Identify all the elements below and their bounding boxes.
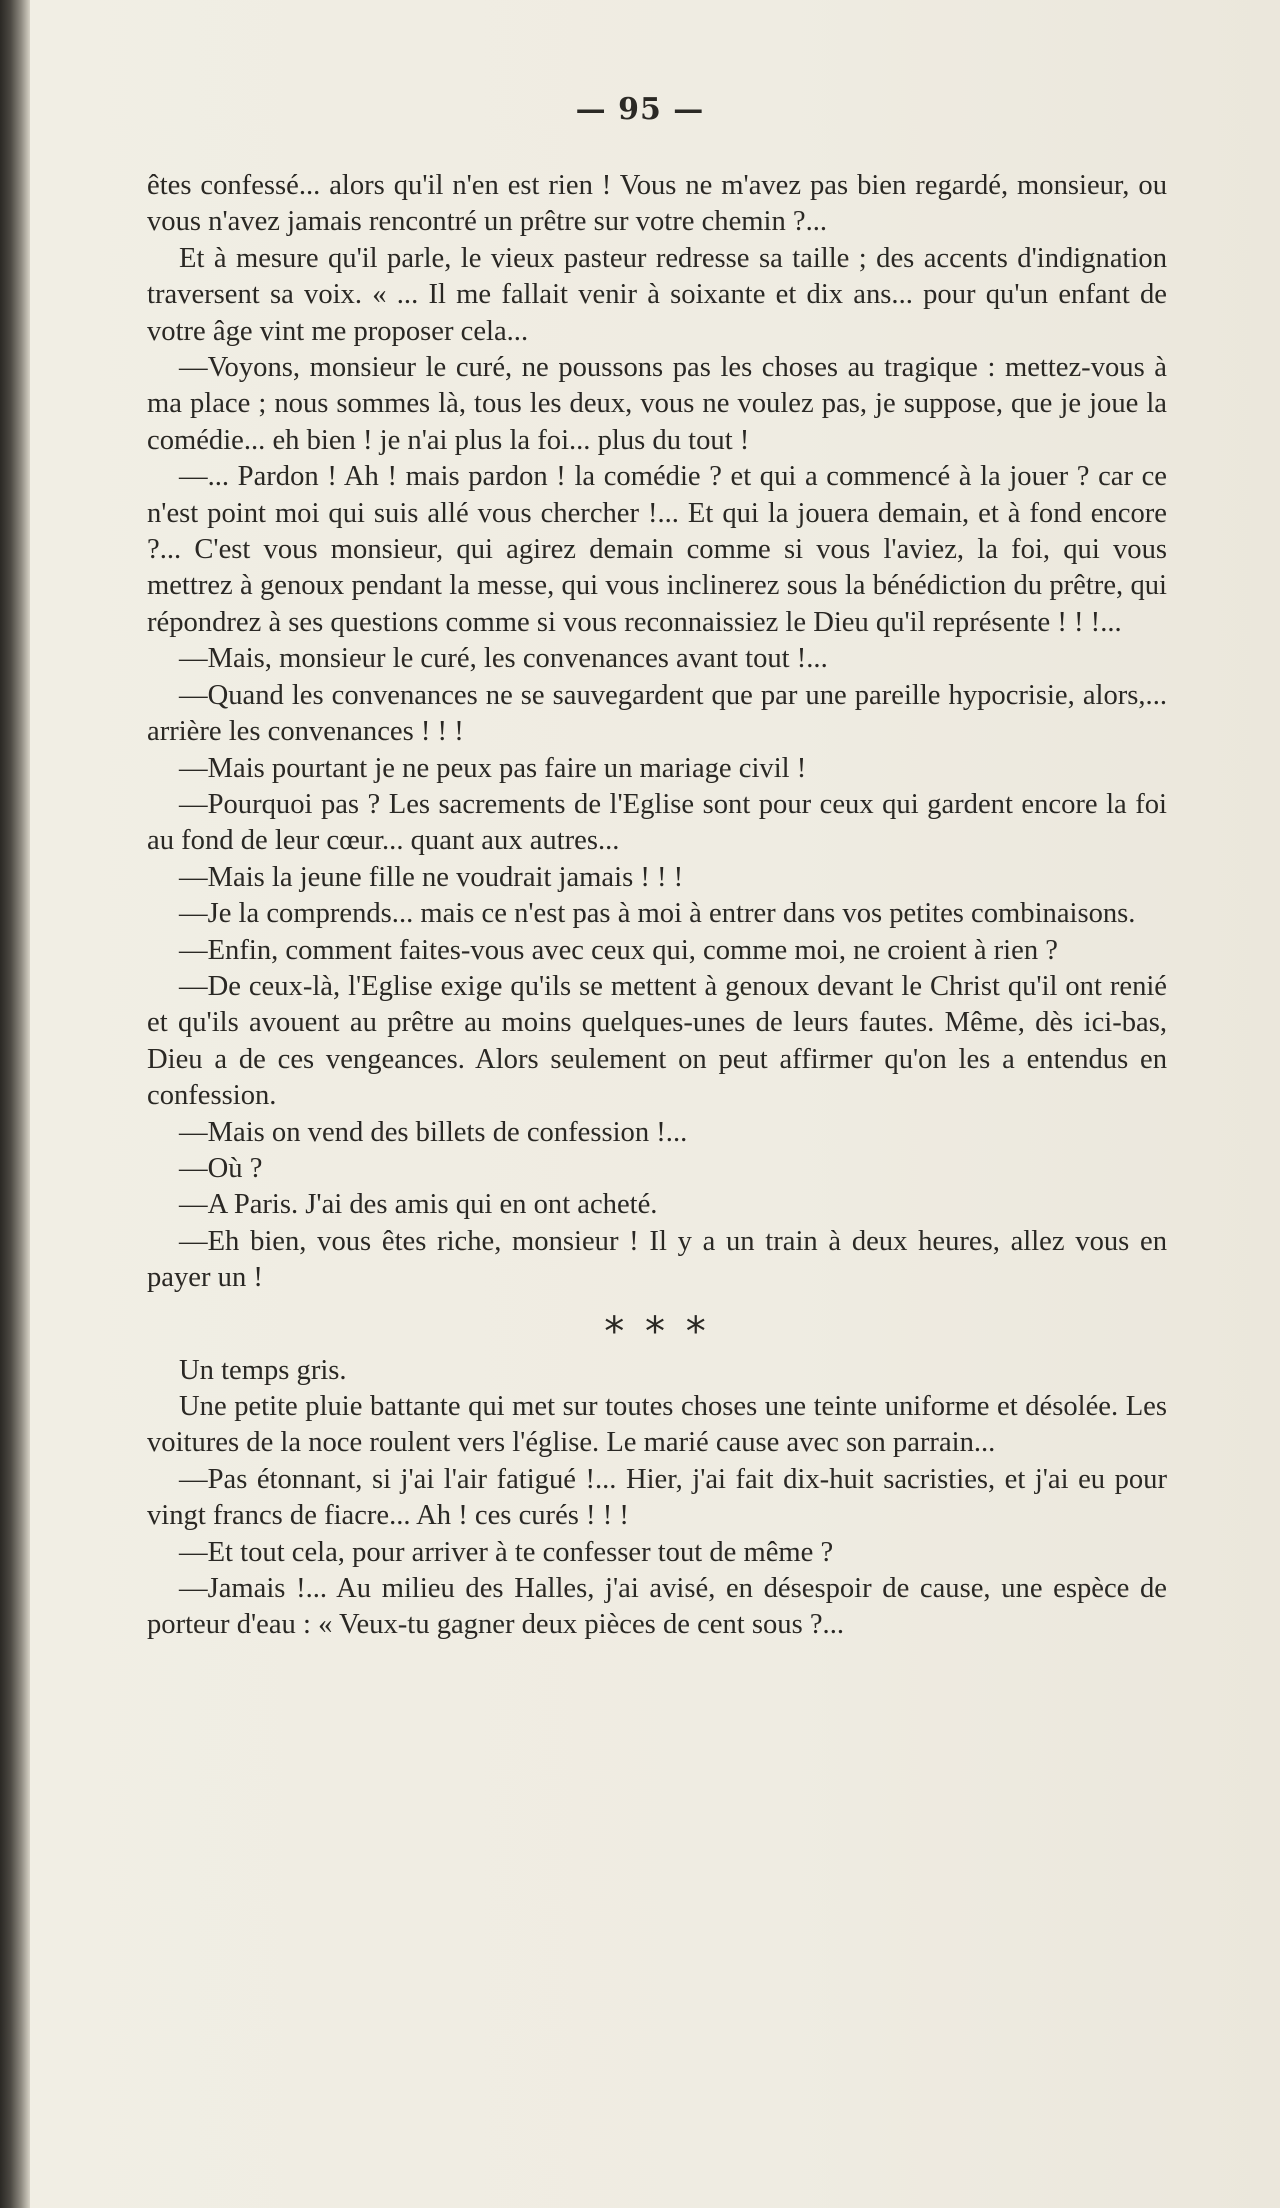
paragraph: Un temps gris. — [179, 1354, 347, 1386]
paragraph-continuation: êtes confessé... alors qu'il n'en est rien ! Vous ne m'avez pas bien regardé, monsieur, ou vous n'avez jamais rencontré un prêtre sur votre chemin ?... — [147, 170, 1167, 238]
dialogue-line: —Jamais !... Au milieu des Halles, j'ai avisé, en désespoir de cause, une espèce de porteur d'eau : « Veux-tu gagner deux pièces de cent sous ?... — [147, 1573, 1167, 1641]
dialogue-line: —Mais pourtant je ne peux pas faire un mariage civil ! — [179, 752, 807, 784]
dialogue-line: —Et tout cela, pour arriver à te confesser tout de même ? — [179, 1536, 834, 1568]
page-body-text — [147, 168, 1167, 1644]
dialogue-line: —... Pardon ! Ah ! mais pardon ! la comédie ? et qui a commencé à la jouer ? car ce n'est point moi qui suis allé vous chercher !... Et qui la jouera demain, et à fond encore ?... C'est vous monsieur, qui agirez demain comme si vous l'aviez, la foi, qui vous mettrez à genoux pendant la messe, qui vous inclinerez sous la bénédiction du prêtre, qui répondrez à ses questions comme si vous reconnaissiez le Dieu qu'il représente ! ! !... — [147, 461, 1167, 638]
dialogue-line: —Mais, monsieur le curé, les convenances avant tout !... — [179, 643, 828, 675]
dialogue-line: —Enfin, comment faites-vous avec ceux qui, comme moi, ne croient à rien ? — [179, 934, 1058, 966]
dialogue-line: —De ceux-là, l'Eglise exige qu'ils se mettent à genoux devant le Christ qu'il ont renié et qu'ils avouent au prêtre au moins quelques-unes de leurs fautes. Même, dès ici-bas, Dieu a de ces vengeances. Alors seulement on peut affirmer qu'on les a entendus en confession. — [147, 970, 1167, 1112]
dialogue-line: —Eh bien, vous êtes riche, monsieur ! Il y a un train à deux heures, allez vous en payer un ! — [147, 1225, 1167, 1294]
dialogue-line: —Où ? — [179, 1152, 263, 1184]
dialogue-line: —Mais la jeune fille ne voudrait jamais ! ! ! — [179, 861, 684, 893]
dialogue-line: —Pas étonnant, si j'ai l'air fatigué !... Hier, j'ai fait dix-huit sacristies, et j'ai eu pour vingt francs de fiacre... Ah ! ces curés ! ! ! — [147, 1463, 1167, 1532]
dialogue-line: —Quand les convenances ne se sauvegardent que par une pareille hypocrisie, alors,... arrière les convenances ! ! ! — [147, 679, 1167, 748]
paragraph: Et à mesure qu'il parle, le vieux pasteur redresse sa taille ; des accents d'indignation traversent sa voix. « ... Il me fallait venir à soixante et dix ans... pour qu'un enfant de votre âge vint me proposer cela... — [147, 242, 1167, 347]
dialogue-line: —Je la comprends... mais ce n'est pas à moi à entrer dans vos petites combinaisons. — [179, 898, 1136, 930]
book-binding-edge — [0, 0, 30, 2208]
dialogue-line: —Pourquoi pas ? Les sacrements de l'Eglise sont pour ceux qui gardent encore la foi au fond de leur cœur... quant aux autres... — [147, 788, 1167, 857]
dialogue-line: —Voyons, monsieur le curé, ne poussons pas les choses au tragique : mettez-vous à ma place ; nous sommes là, tous les deux, vous ne voulez pas, je suppose, que je joue la comédie... eh bien ! je n'ai plus la foi... plus du tout ! — [147, 352, 1167, 456]
page-number: — 95 — — [575, 92, 705, 127]
dialogue-line: —A Paris. J'ai des amis qui en ont acheté. — [179, 1189, 658, 1221]
paragraph: Une petite pluie battante qui met sur toutes choses une teinte uniforme et désolée. Les voitures de la noce roulent vers l'église. Le marié cause avec son parrain... — [147, 1391, 1167, 1459]
dialogue-line: —Mais on vend des billets de confession !... — [179, 1116, 688, 1148]
section-separator: * * * — [604, 1308, 710, 1355]
